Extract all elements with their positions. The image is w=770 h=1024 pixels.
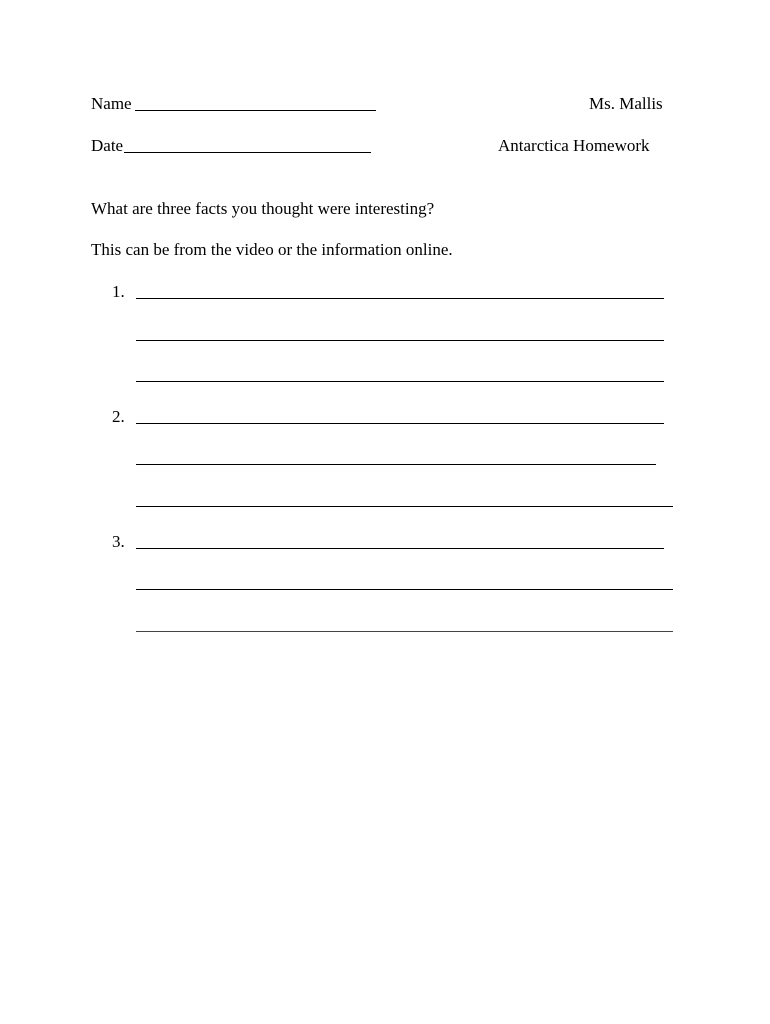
assignment-title: Antarctica Homework (498, 136, 650, 155)
fact-1-answer-line-2[interactable] (136, 340, 664, 341)
date-field-line[interactable] (124, 152, 371, 153)
name-field-line[interactable] (135, 110, 376, 111)
note-text: This can be from the video or the information online. (91, 240, 453, 259)
date-label: Date (91, 136, 124, 155)
fact-3-answer-line-2[interactable] (136, 589, 673, 590)
fact-2-answer-line-3[interactable] (136, 506, 673, 507)
fact-number-1: 1. (112, 282, 125, 301)
fact-2-answer-line-2[interactable] (136, 464, 656, 465)
fact-number-2: 2. (112, 407, 125, 426)
fact-number-3: 3. (112, 532, 125, 551)
fact-1-answer-line-3[interactable] (136, 381, 664, 382)
name-label: Name (91, 94, 132, 113)
fact-3-answer-line-3[interactable] (136, 631, 673, 632)
fact-1-answer-line-1[interactable] (136, 298, 664, 299)
question-text: What are three facts you thought were interesting? (91, 199, 435, 218)
fact-3-answer-line-1[interactable] (136, 548, 664, 549)
fact-2-answer-line-1[interactable] (136, 423, 664, 424)
teacher-name: Ms. Mallis (589, 94, 663, 113)
